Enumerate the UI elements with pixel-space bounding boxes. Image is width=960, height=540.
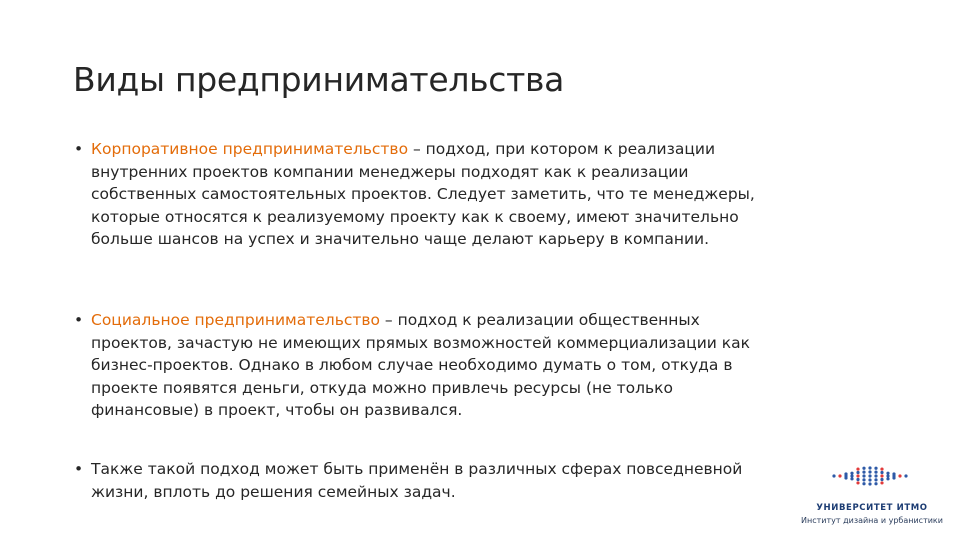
logo-dot	[856, 474, 859, 477]
logo-dot	[844, 476, 847, 479]
logo-dot	[868, 482, 871, 485]
logo-dot	[856, 471, 859, 474]
logo-dot	[874, 482, 877, 485]
logo-dots-icon	[830, 456, 910, 496]
logo-dot	[838, 474, 841, 477]
logo-dot	[850, 472, 853, 475]
bullet-item	[74, 458, 774, 503]
logo-dot	[850, 474, 853, 477]
logo-dot	[862, 467, 865, 470]
logo-dot	[832, 474, 835, 477]
bullet-marker: •	[74, 311, 84, 329]
bullet-marker: •	[74, 460, 84, 478]
logo-dot	[898, 474, 901, 477]
logo-dot	[904, 474, 907, 477]
logo-dot	[880, 471, 883, 474]
logo-dot	[856, 481, 859, 484]
logo-dot	[880, 478, 883, 481]
logo-name: УНИВЕРСИТЕТ ИТМО	[816, 503, 928, 513]
logo-dot	[862, 474, 865, 477]
logo-subtitle: Институт дизайна и урбанистики	[801, 516, 943, 525]
bullet-text: – подход, при котором к реализации внутренних проектов компании менеджеры подходят как к реализации собственных самостоятельных проектов. Следует заметить, что те менеджеры, которые относятся к реализуемому проекту как к своему, имеют значительно больше шансов на успех и значительно чаще делают карьеру в компании.	[91, 140, 755, 249]
logo-dot	[892, 476, 895, 479]
logo-dot	[880, 467, 883, 470]
logo-dot	[862, 478, 865, 481]
logo-dot	[862, 471, 865, 474]
logo-dot	[886, 474, 889, 477]
logo-dot	[874, 471, 877, 474]
bullet-item	[74, 138, 774, 251]
logo-dot	[886, 477, 889, 480]
logo-dot	[868, 466, 871, 469]
logo-dot	[880, 481, 883, 484]
logo-dot	[856, 467, 859, 470]
logo-dot	[850, 477, 853, 480]
bullet-marker: •	[74, 140, 84, 158]
bullet-term: Корпоративное предпринимательство	[91, 140, 409, 158]
logo-dot	[868, 478, 871, 481]
bullet-text: – подход к реализации общественных проектов, зачастую не имеющих прямых возможностей коммерциализации как бизнес-проектов. Однако в любом случае необходимо думать о том, откуда в проекте появятся деньги, откуда можно привлечь ресурсы (не только финансовые) в проект, чтобы он развивался.	[91, 311, 750, 420]
logo-dot	[874, 478, 877, 481]
bullet-term: Социальное предпринимательство	[91, 311, 380, 329]
logo-dot	[886, 472, 889, 475]
bullet-item	[74, 309, 774, 422]
logo-dot	[868, 470, 871, 473]
bullet-text: Также такой подход может быть применён в различных сферах повседневной жизни, вплоть до решения семейных задач.	[91, 460, 743, 501]
logo-dot	[874, 467, 877, 470]
logo-dot	[862, 482, 865, 485]
logo-dot	[868, 474, 871, 477]
itmo-logo	[796, 456, 948, 532]
logo-dot	[856, 478, 859, 481]
logo-dot	[874, 474, 877, 477]
logo-dot	[880, 474, 883, 477]
slide-title: Виды предпринимательства	[73, 60, 565, 99]
